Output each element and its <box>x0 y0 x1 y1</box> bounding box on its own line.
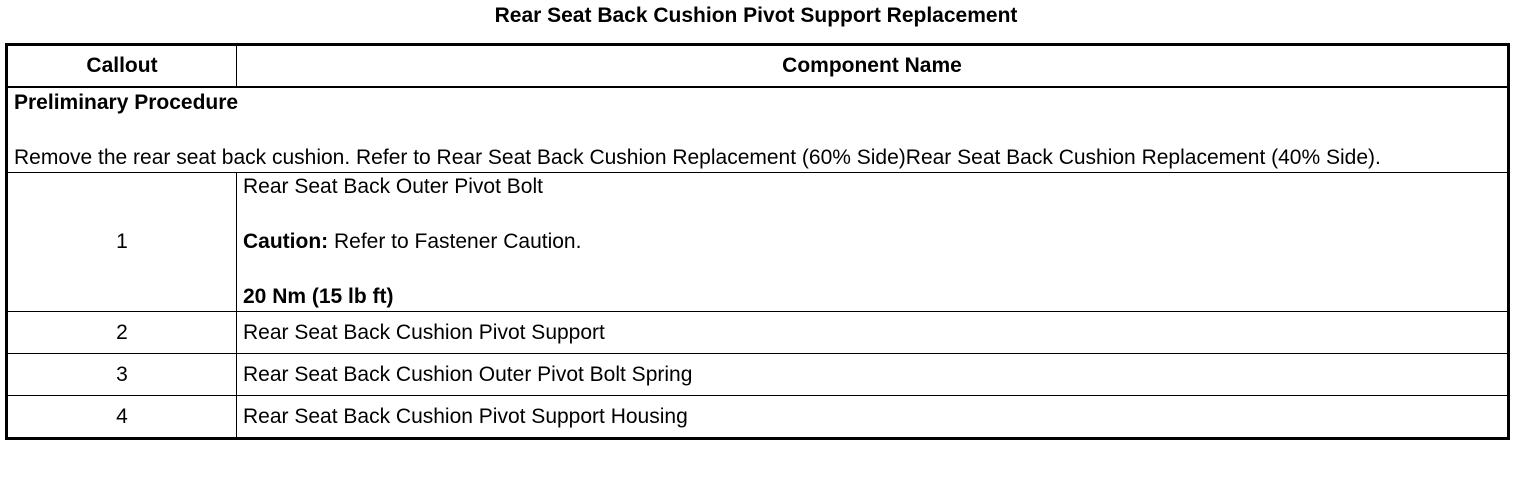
preliminary-procedure-text: Remove the rear seat back cushion. Refer to Rear Seat Back Cushion Replacement (60% Side)Rear Seat Back Cushion Replacement (40% Side). <box>14 146 1381 169</box>
component-name-cell <box>237 173 1509 312</box>
component-name: Rear Seat Back Outer Pivot Bolt <box>243 175 543 198</box>
component-name-column-header: Component Name <box>237 45 1509 88</box>
table-row <box>7 173 1509 312</box>
component-name: Rear Seat Back Cushion Outer Pivot Bolt Spring <box>237 354 1509 396</box>
component-name: Rear Seat Back Cushion Pivot Support <box>237 312 1509 354</box>
table-row <box>7 396 1509 439</box>
spacer <box>14 117 1501 143</box>
table-header-row <box>7 45 1509 88</box>
table-row <box>7 312 1509 354</box>
preliminary-procedure-heading: Preliminary Procedure <box>14 91 239 114</box>
document-title: Rear Seat Back Cushion Pivot Support Replacement <box>494 4 1018 27</box>
callout-number: 4 <box>7 396 237 439</box>
callout-number: 2 <box>7 312 237 354</box>
spacer <box>243 256 1501 283</box>
component-name: Rear Seat Back Cushion Pivot Support Housing <box>237 396 1509 439</box>
callout-number: 3 <box>7 354 237 396</box>
component-table <box>5 43 1510 440</box>
preliminary-procedure-row <box>7 87 1509 173</box>
caution-note <box>243 228 1501 256</box>
caution-text: Refer to Fastener Caution. <box>328 230 582 253</box>
torque-specification: 20 Nm (15 lb ft) <box>243 285 394 308</box>
spacer <box>243 201 1501 228</box>
preliminary-procedure-cell <box>7 87 1509 173</box>
caution-label: Caution: <box>243 230 329 253</box>
callout-column-header: Callout <box>7 45 237 88</box>
table-row <box>7 354 1509 396</box>
callout-number: 1 <box>7 173 237 312</box>
